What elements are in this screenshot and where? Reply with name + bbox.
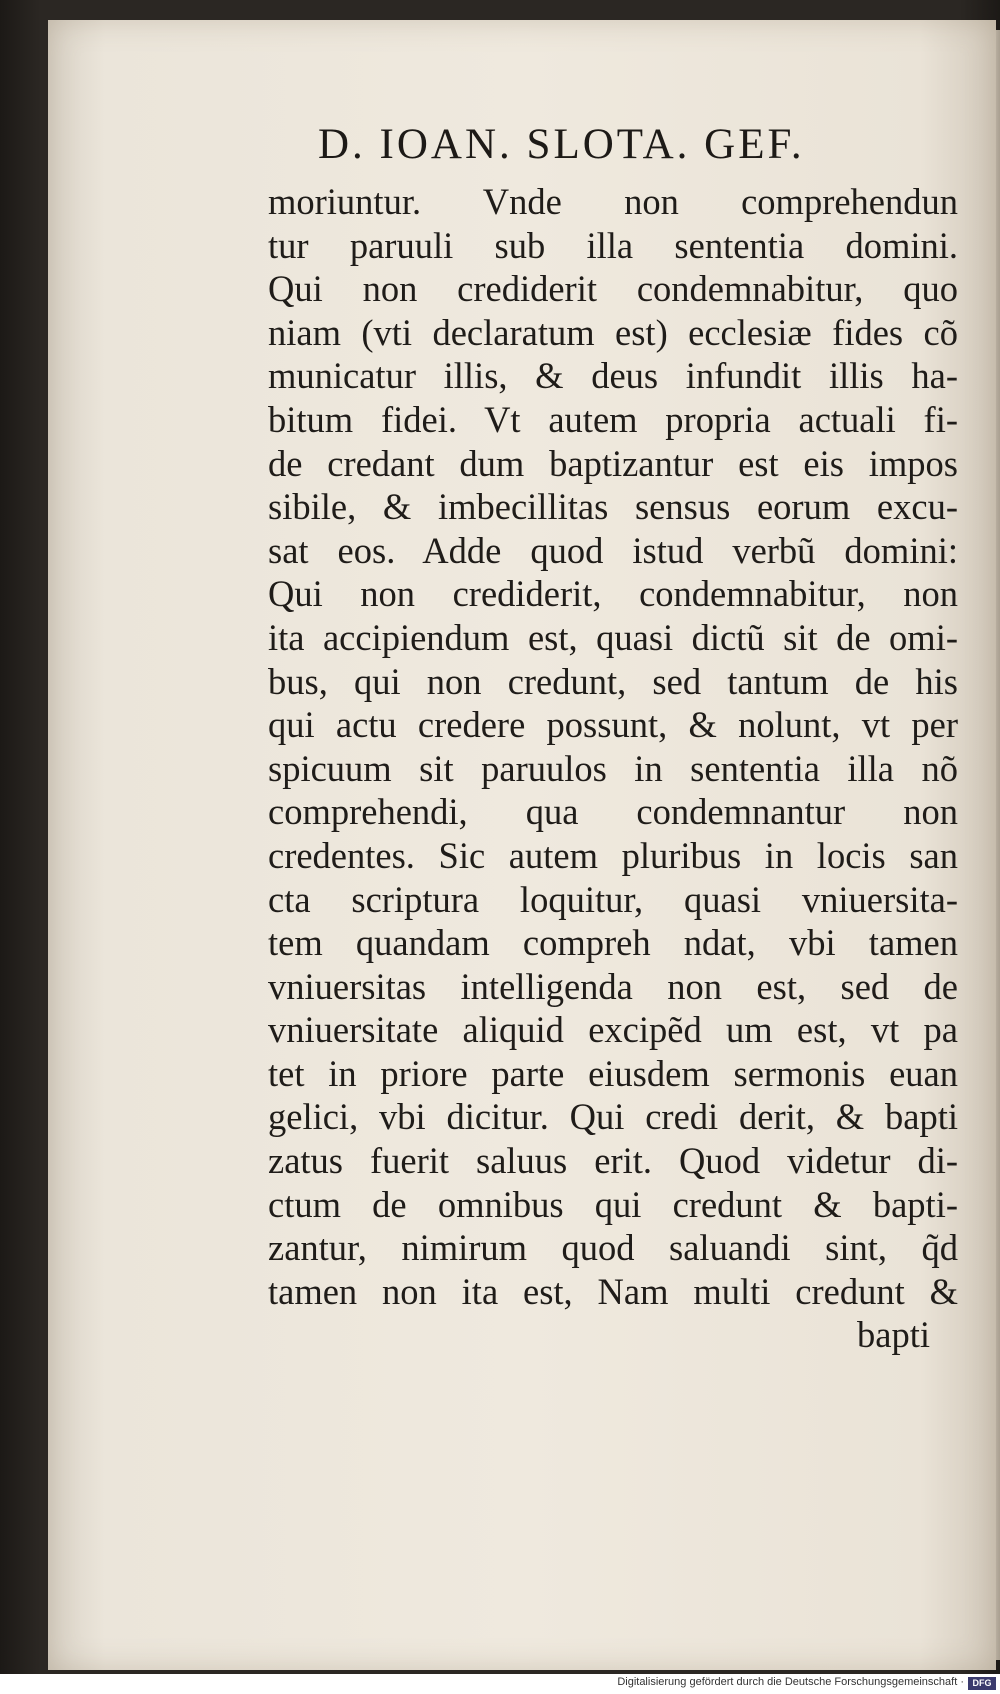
text-line: zatus fuerit saluus erit. Quod videtur di- [268,1140,958,1182]
text-line: credentes. Sic autem pluribus in locis san [268,834,958,876]
text-line: spicuum sit paruulos in sententia illa nõ [268,747,958,789]
text-line: Qui non crediderit condemnabitur, quo [268,268,958,310]
running-head: D. IOAN. SLOTA. GEF. [318,121,805,168]
text-line: cta scriptura loquitur, quasi vniuersita- [268,878,958,920]
text-line: sat eos. Adde quod istud verbũ domini: [268,529,958,571]
text-line: tamen non ita est, Nam multi credunt & [268,1270,958,1312]
text-line: sibile, & imbecillitas sensus eorum excu- [268,486,958,528]
dfg-logo-icon: DFG [968,1677,996,1690]
text-line: de credant dum baptizantur est eis impos [268,442,958,484]
text-line: tet in priore parte eiusdem sermonis euan [268,1052,958,1094]
text-line: moriuntur. Vnde non comprehendun [268,181,958,222]
text-line: niam (vti declaratum est) ecclesiæ fides cõ [268,311,958,353]
text-line: tur paruuli sub illa sententia domini. [268,224,958,266]
text-line: zantur, nimirum quod saluandi sint, q̃d [268,1227,958,1269]
text-line: ita accipiendum est, quasi dictũ sit de omi- [268,616,958,658]
text-line: municatur illis, & deus infundit illis ha- [268,355,958,397]
text-line: vniuersitate aliquid excipẽd um est, vt pa [268,1009,958,1051]
text-line: comprehendi, qua condemnantur non [268,791,958,833]
text-line: qui actu credere possunt, & nolunt, vt per [268,704,958,746]
text-line: gelici, vbi dicitur. Qui credi derit, & bapti [268,1096,958,1138]
footer-bar [0,1674,1000,1694]
catchword: bapti [857,1314,930,1356]
text-line: vniuersitas intelligenda non est, sed de [268,965,958,1007]
text-line: bitum fidei. Vt autem propria actuali fi- [268,398,958,440]
footer-credit: Digitalisierung gefördert durch die Deutsche Forschungsgemeinschaft · [617,1676,964,1688]
text-line: tem quandam compreh ndat, vbi tamen [268,922,958,964]
text-line: Qui non crediderit, condemnabitur, non [268,573,958,615]
text-line: ctum de omnibus qui credunt & bapti- [268,1183,958,1225]
body-text [268,180,958,1357]
text-line: bus, qui non credunt, sed tantum de his [268,660,958,702]
